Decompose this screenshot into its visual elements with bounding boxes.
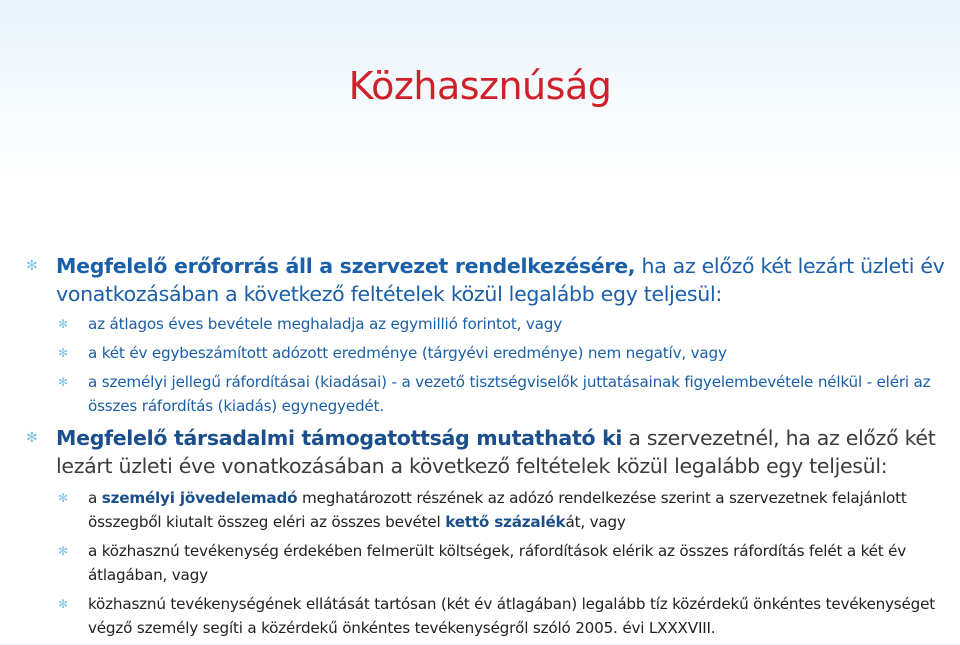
asterisk-bullet-icon: ✻	[58, 317, 68, 331]
support-item-3-text: közhasznú tevékenységének ellátását tartósan (két év átlagában) legalább tíz közérdekű önkéntes tevékenységet végző személy segíti a közérdekű önkéntes tevékenységről szóló 2005. évi LXXXVIII.	[88, 595, 935, 637]
support-item-1-pre: a	[88, 489, 102, 507]
asterisk-bullet-icon: ✻	[58, 346, 68, 360]
resources-item-1	[26, 312, 948, 336]
support-item-1-mid: meghatározott részének az adózó rendelkezése szerint a szervezetnek felajánlott összegből kiutalt összeg eléri az összes bevétel	[88, 489, 907, 531]
resources-item-text: az átlagos éves bevétele meghaladja az egymillió forintot, vagy	[88, 315, 563, 333]
resources-heading-text: ha az előző két lezárt üzleti év vonatkozásában a következő feltételek közül legalább egy teljesül:	[56, 254, 945, 306]
slide-content	[26, 252, 948, 645]
asterisk-bullet-icon: ✻	[26, 430, 38, 446]
resources-item-text: a személyi jellegű ráfordításai (kiadásai) - a vezető tisztségviselők juttatásainak figyelembevétele nélkül - eléri az összes ráfordítás (kiadás) egynegyedét.	[88, 373, 931, 415]
support-heading-text: a szervezetnél, ha az előző két lezárt üzleti éve vonatkozásában a következő feltételek közül legalább egy teljesül:	[56, 426, 936, 478]
slide-title: Közhasznúság	[348, 64, 612, 108]
asterisk-bullet-icon: ✻	[58, 491, 68, 505]
support-item-1-bold-1: személyi jövedelemadó	[101, 489, 298, 507]
support-heading-bold: Megfelelő társadalmi támogatottság mutatható ki	[56, 426, 623, 450]
support-item-1	[26, 486, 948, 534]
asterisk-bullet-icon: ✻	[58, 597, 68, 611]
support-item-2	[26, 539, 948, 587]
asterisk-bullet-icon: ✻	[58, 544, 68, 558]
resources-heading-bold: Megfelelő erőforrás áll a szervezet rendelkezésére,	[56, 254, 636, 278]
support-item-1-bold-2: kettő százalék	[445, 513, 566, 531]
asterisk-bullet-icon: ✻	[58, 375, 68, 389]
resources-item-text: a két év egybeszámított adózott eredménye (tárgyévi eredménye) nem negatív, vagy	[88, 344, 727, 362]
asterisk-bullet-icon: ✻	[26, 258, 38, 274]
support-item-1-post: át, vagy	[565, 513, 626, 531]
resources-item-2	[26, 341, 948, 365]
resources-item-3	[26, 370, 948, 418]
support-item-2-text: a közhasznú tevékenység érdekében felmerült költségek, ráfordítások elérik az összes ráfordítás felét a két év átlagában, vagy	[88, 542, 907, 584]
support-item-3	[26, 592, 948, 640]
bullet-social-support	[26, 424, 948, 480]
bullet-resources	[26, 252, 948, 308]
